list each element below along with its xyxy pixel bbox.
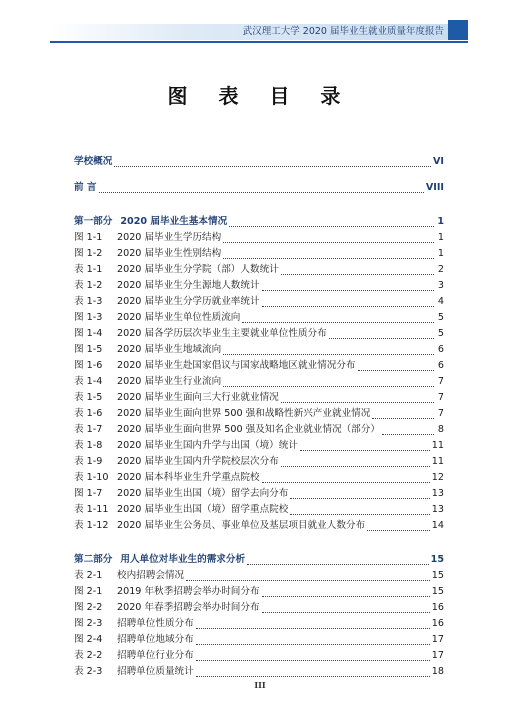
toc-entry-label: 2020 届毕业生国内升学院校层次分布: [117, 456, 279, 467]
toc-entry-number: 表 1-7: [74, 424, 103, 435]
toc-entry-label: 招聘单位性质分布: [117, 618, 194, 629]
toc-entry-label: 招聘单位行业分布: [117, 650, 194, 661]
toc-entry-page: 15: [430, 554, 444, 565]
toc-entry-label: 2020 届毕业生出国（境）留学重点院校: [117, 504, 289, 515]
toc-entry-page: 1: [437, 216, 444, 227]
toc-entry[interactable]: [74, 648, 444, 664]
toc-entry-label: 2020 届毕业生性别结构: [117, 248, 222, 259]
toc-entry-page: 12: [431, 472, 444, 483]
toc-dot-leader: [196, 660, 430, 661]
toc-entry-number: 图 2-4: [74, 634, 103, 645]
toc-entry-page: 1: [437, 232, 444, 243]
toc-entry-page: 11: [431, 456, 444, 467]
toc-gap: [74, 196, 444, 204]
toc-entry-page: 17: [431, 650, 444, 661]
toc-entry-page: 1: [437, 248, 444, 259]
toc-entry-number: 表 1-2: [74, 280, 103, 291]
toc-entry[interactable]: [74, 310, 444, 326]
toc-entry[interactable]: [74, 230, 444, 246]
toc-entry-page: 7: [437, 376, 444, 387]
toc-entry-number: 表 2-2: [74, 650, 103, 661]
toc-dot-leader: [300, 450, 430, 451]
toc-entry-page: 13: [431, 488, 444, 499]
toc-dot-leader: [382, 434, 434, 435]
toc-dot-leader: [196, 628, 430, 629]
toc-entry-page: 17: [431, 634, 444, 645]
toc-entry-page: 6: [437, 344, 444, 355]
toc-section-entry[interactable]: [74, 144, 444, 170]
toc-entry-number: 表 1-9: [74, 456, 103, 467]
toc-entry[interactable]: [74, 278, 444, 294]
toc-entry-label: 2019 年秋季招聘会举办时间分布: [117, 586, 260, 597]
toc-entry-number: 表 2-3: [74, 666, 103, 677]
toc-entry-page: 18: [431, 666, 444, 677]
toc-entry-label: 2020 届毕业生单位性质流向: [117, 312, 241, 323]
toc-entry[interactable]: [74, 406, 444, 422]
toc-entry-number: 表 1-10: [74, 472, 109, 483]
toc-entry[interactable]: [74, 454, 444, 470]
toc-entry-page: 13: [431, 504, 444, 515]
toc-entry-page: 7: [437, 408, 444, 419]
toc-title: 图 表 目 录: [167, 84, 353, 108]
toc-entry[interactable]: [74, 632, 444, 648]
toc-entry-page: VI: [433, 156, 444, 167]
toc-entry-page: 16: [431, 602, 444, 613]
toc-dot-leader: [247, 564, 429, 565]
toc-entry-label: 2020 届毕业生分学院（部）人数统计: [117, 264, 279, 275]
header-title: 武汉理工大学 2020 届毕业生就业质量年度报告: [242, 26, 444, 37]
toc-entry-label: 校内招聘会情况: [117, 570, 185, 581]
toc-entry-label: 2020 届毕业生面向三大行业就业情况: [117, 392, 279, 403]
toc-entry[interactable]: [74, 616, 444, 632]
toc-section-entry[interactable]: [74, 204, 444, 230]
toc-entry[interactable]: [74, 502, 444, 518]
toc-entry-number: 图 2-2: [74, 602, 103, 613]
toc-section-entry[interactable]: [74, 542, 444, 568]
toc-entry-label: 2020 届毕业生赴国家倡议与国家战略地区就业情况分布: [117, 360, 356, 371]
toc-dot-leader: [329, 338, 434, 339]
toc-dot-leader: [281, 274, 434, 275]
toc-entry[interactable]: [74, 470, 444, 486]
toc-entry-number: 图 2-3: [74, 618, 103, 629]
toc-entry-number: 图 1-1: [74, 232, 103, 243]
toc-entry-page: 8: [437, 424, 444, 435]
toc-entry[interactable]: [74, 326, 444, 342]
toc-dot-leader: [223, 242, 434, 243]
toc-entry[interactable]: [74, 294, 444, 310]
toc-entry[interactable]: [74, 664, 444, 680]
toc-entry-page: 6: [437, 360, 444, 371]
toc-entry[interactable]: [74, 486, 444, 502]
toc-entry-number: 表 1-4: [74, 376, 103, 387]
toc-dot-leader: [262, 306, 434, 307]
toc-entry-number: 第二部分: [74, 554, 113, 565]
toc-entry-page: 3: [437, 280, 444, 291]
toc-entry-label: 2020 年春季招聘会举办时间分布: [117, 602, 260, 613]
toc-entry-label: 前 言: [74, 182, 97, 193]
toc-entry[interactable]: [74, 568, 444, 584]
toc-dot-leader: [281, 466, 430, 467]
toc-dot-leader: [281, 402, 434, 403]
toc-dot-leader: [99, 192, 424, 193]
toc-entry-number: 表 1-3: [74, 296, 103, 307]
toc-dot-leader: [262, 290, 434, 291]
table-of-contents: [74, 144, 444, 680]
toc-entry-label: 2020 届毕业生面向世界 500 强和战略性新兴产业就业情况: [117, 408, 371, 419]
toc-entry-label: 2020 届毕业生出国（境）留学去向分布: [117, 488, 289, 499]
toc-entry-label: 2020 届各学历层次毕业生主要就业单位性质分布: [117, 328, 327, 339]
toc-entry-number: 表 1-1: [74, 264, 103, 275]
toc-entry-page: 2: [437, 264, 444, 275]
toc-dot-leader: [223, 354, 434, 355]
toc-dot-leader: [367, 530, 430, 531]
toc-section-entry[interactable]: [74, 170, 444, 196]
toc-dot-leader: [114, 166, 431, 167]
toc-entry-number: 第一部分: [74, 216, 113, 227]
toc-entry-label: 2020 届毕业生国内升学与出国（境）统计: [117, 440, 298, 451]
toc-entry[interactable]: [74, 422, 444, 438]
toc-entry-label: 2020 届毕业生公务员、事业单位及基层项目就业人数分布: [117, 520, 366, 531]
toc-entry-number: 图 1-5: [74, 344, 103, 355]
toc-entry[interactable]: [74, 584, 444, 600]
toc-entry-number: 图 1-2: [74, 248, 103, 259]
toc-entry[interactable]: [74, 600, 444, 616]
toc-entry-label: 招聘单位地域分布: [117, 634, 194, 645]
toc-entry[interactable]: [74, 374, 444, 390]
toc-entry-page: 5: [437, 328, 444, 339]
toc-dot-leader: [262, 612, 430, 613]
toc-dot-leader: [196, 644, 430, 645]
toc-entry-number: 表 1-6: [74, 408, 103, 419]
toc-entry-label: 2020 届毕业生基本情况: [120, 216, 228, 227]
toc-entry-page: 15: [431, 586, 444, 597]
toc-entry-page: VIII: [425, 182, 444, 193]
toc-entry[interactable]: [74, 342, 444, 358]
toc-entry-number: 图 1-4: [74, 328, 103, 339]
toc-entry-number: 图 1-6: [74, 360, 103, 371]
toc-entry-page: 7: [437, 392, 444, 403]
toc-dot-leader: [196, 676, 430, 677]
toc-dot-leader: [229, 226, 434, 227]
toc-gap: [74, 534, 444, 542]
toc-dot-leader: [290, 498, 429, 499]
toc-entry-label: 2020 届本科毕业生升学重点院校: [117, 472, 260, 483]
toc-dot-leader: [242, 322, 434, 323]
toc-entry-number: 表 2-1: [74, 570, 103, 581]
toc-dot-leader: [186, 580, 430, 581]
toc-dot-leader: [262, 482, 430, 483]
toc-entry-page: 15: [431, 570, 444, 581]
toc-entry-number: 图 1-3: [74, 312, 103, 323]
toc-entry-label: 2020 届毕业生分生源地人数统计: [117, 280, 260, 291]
toc-entry[interactable]: [74, 358, 444, 374]
toc-entry-number: 图 1-7: [74, 488, 103, 499]
toc-entry-page: 5: [437, 312, 444, 323]
toc-entry-number: 表 1-12: [74, 520, 109, 531]
toc-dot-leader: [223, 258, 434, 259]
toc-entry-page: 14: [431, 520, 444, 531]
header-rule: [50, 41, 468, 43]
toc-entry[interactable]: [74, 438, 444, 454]
toc-entry[interactable]: [74, 518, 444, 534]
toc-entry-number: 表 1-8: [74, 440, 103, 451]
toc-entry-label: 2020 届毕业生学历结构: [117, 232, 222, 243]
toc-entry-label: 2020 届毕业生面向世界 500 强及知名企业就业情况（部分）: [117, 424, 380, 435]
toc-dot-leader: [358, 370, 434, 371]
toc-entry-label: 学校概况: [74, 156, 113, 167]
toc-entry-page: 11: [431, 440, 444, 451]
toc-entry[interactable]: [74, 262, 444, 278]
toc-entry-page: 4: [437, 296, 444, 307]
toc-entry-label: 招聘单位质量统计: [117, 666, 194, 677]
toc-dot-leader: [223, 386, 434, 387]
toc-entry-page: 16: [431, 618, 444, 629]
toc-entry-label: 2020 届毕业生地域流向: [117, 344, 222, 355]
toc-dot-leader: [372, 418, 434, 419]
header-accent-block: [448, 20, 468, 40]
toc-entry[interactable]: [74, 390, 444, 406]
toc-entry-number: 表 1-11: [74, 504, 109, 515]
toc-entry-number: 图 2-1: [74, 586, 103, 597]
toc-entry-number: 表 1-5: [74, 392, 103, 403]
toc-entry[interactable]: [74, 246, 444, 262]
page-header: [0, 0, 520, 46]
toc-entry-label: 用人单位对毕业生的需求分析: [120, 554, 246, 565]
toc-entry-label: 2020 届毕业生分学历就业率统计: [117, 296, 260, 307]
toc-entry-label: 2020 届毕业生行业流向: [117, 376, 222, 387]
toc-dot-leader: [262, 596, 430, 597]
page-number: III: [254, 680, 266, 690]
toc-dot-leader: [290, 514, 429, 515]
